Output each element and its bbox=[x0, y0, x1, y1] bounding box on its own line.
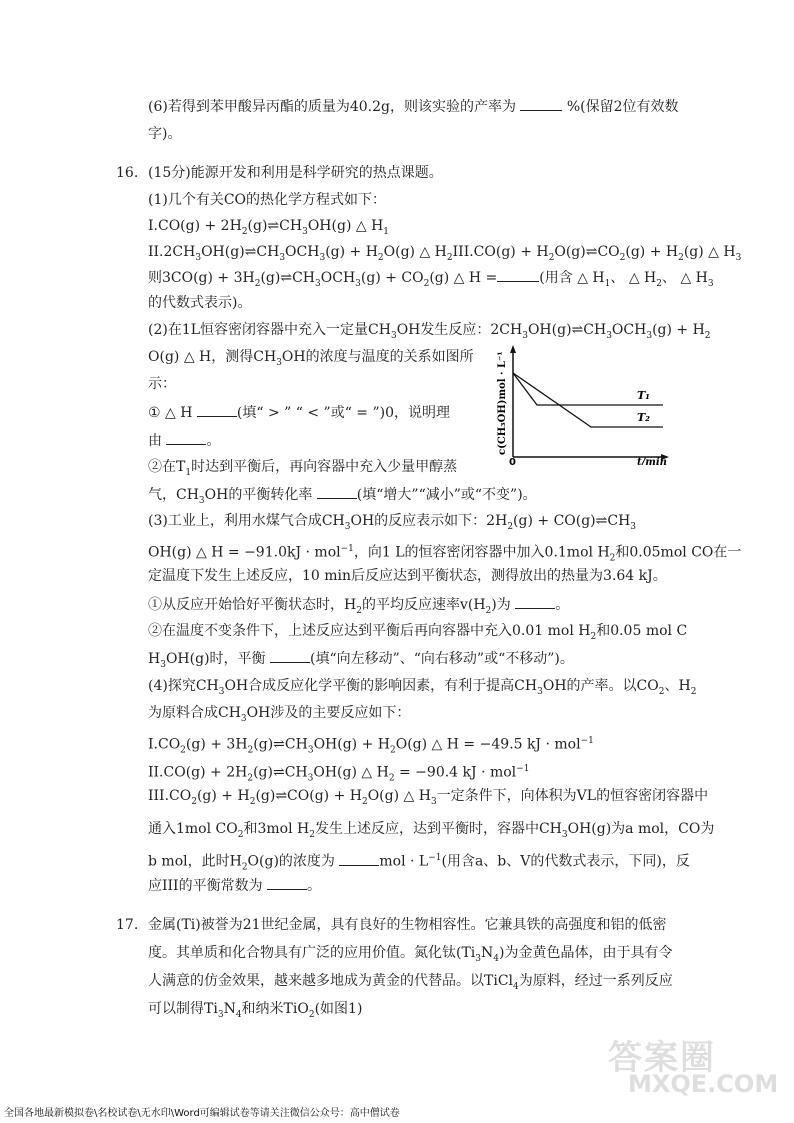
q16-part3-line3: 定温度下发生上述反应，10 min后反应达到平衡状态，测得放出的热量为3.64 kJ。 bbox=[148, 568, 667, 584]
q16-part1: (1)几个有关CO的热化学方程式如下： bbox=[148, 192, 387, 208]
q17-line3: 人满意的仿金效果，越来越多地成为黄金的代替品。以TiCl$_4$为原料，经过一系列反应 bbox=[148, 973, 673, 992]
answer-blank[interactable] bbox=[270, 648, 310, 663]
label-t1: T₁ bbox=[637, 389, 651, 402]
y-axis-arrow bbox=[510, 345, 516, 353]
question-number-16: 16. bbox=[116, 165, 139, 181]
q16-part2-q1-reason: 由 。 bbox=[148, 430, 220, 451]
q16-part4-line1: (4)探究$CH_3OH$合成反应化学平衡的影响因素，有利于提高$CH_3OH$的产率。以$CO_2$、$H_2$ bbox=[148, 678, 697, 697]
answer-blank[interactable] bbox=[497, 267, 539, 282]
q16-part4-line2: 为原料合成$CH_3OH$涉及的主要反应如下： bbox=[148, 705, 411, 724]
origin-label: 0 bbox=[509, 457, 516, 465]
equation-2-3: $II.2CH_3OH(g)\rightleftharpoons CH_3OCH_3(g) + H_2O(g)$ △ $H_2III.CO(g)$ + $H_2O(g)\rightleftharpoons CO_2(g) + H_2(g)$ △ $H_3$ bbox=[148, 244, 742, 263]
page-footer: 全国各地最新模拟卷\名校试卷\无水印\Word可编辑试卷等请关注微信公众号：高中僧试卷 bbox=[4, 1108, 400, 1119]
q16-intro: (15分)能源开发和利用是科学研究的热点课题。 bbox=[148, 165, 443, 181]
q16-part4-line4: b mol，此时$H_2O(g)$的浓度为 mol · $L^{-1}$(用含a、b、V的代数式表示，下同)，反 bbox=[148, 848, 690, 877]
q16-part2-q2: ②在$T_1$时达到平衡后，再向容器中充入少量甲醇蒸 bbox=[148, 459, 458, 478]
q16-part2-line2: O(g) △ H，测得$CH_3OH$的浓度与温度的关系如图所 bbox=[148, 349, 474, 368]
q16-part3-line1: (3)工业上，利用水煤气合成$CH_3OH$的反应表示如下：$2H_2(g)$ + $CO(g)\rightleftharpoons CH_3$ bbox=[148, 513, 637, 532]
q17-line2: 度。其单质和化合物具有广泛的应用价值。氮化钛$(Ti_3N_4)$为金黄色晶体，由于具有令 bbox=[148, 945, 673, 964]
reaction-1: $I.CO_2(g)$ + $3H_2(g)\rightleftharpoons CH_3OH(g) + H_2O(g)$ △ H = −49.5 kJ · mol$^{-1}$ bbox=[148, 736, 594, 756]
q16-part4-line3: 通入1mol $CO_2$和3mol $H_2$发生上述反应，达到平衡时，容器中$CH_3OH(g)$为a mol，CO为 bbox=[148, 821, 715, 840]
watermark-logo: 答案圈 bbox=[608, 1038, 716, 1078]
answer-blank[interactable] bbox=[520, 96, 562, 111]
answer-blank[interactable] bbox=[515, 594, 555, 609]
q17-line4: 可以制得$Ti_3N_4$和纳米TiO$_2$(如图1) bbox=[148, 1001, 363, 1020]
equation-target: 则$3CO(g) + 3H_2(g)\rightleftharpoons CH_3OCH_3(g) + CO_2(g)$ △ H = (用含 △ $H_1$、 △ $H_2$、 △ $H_3$ bbox=[148, 267, 714, 294]
answer-blank[interactable] bbox=[197, 402, 237, 417]
q16-part2-q2b: 气，$CH_3OH$的平衡转化率 (填“增大”“减小”或“不变”)。 bbox=[148, 484, 537, 511]
watermark-url: MXQE.COM bbox=[628, 1070, 779, 1098]
reaction-2: $II.CO(g) + 2H_2(g)\rightleftharpoons CH_3OH(g)$ △ $H_2 = -90.4$ kJ · mol$^{-1}$ bbox=[148, 764, 530, 784]
answer-blank[interactable] bbox=[339, 851, 379, 866]
label-t2: T₂ bbox=[637, 411, 651, 424]
question-number-17: 17. bbox=[116, 917, 139, 933]
q16-part4-line5: 应III的平衡常数为 。 bbox=[148, 875, 321, 896]
q16-part3-line2: OH(g) △ H = −91.0kJ · mol$^{-1}$，向1 L的恒容密闭容器中加入0.1mol $H_2$和0.05mol CO在一 bbox=[148, 544, 742, 564]
q16-part3-q1: ①从反应开始恰好平衡状态时，$H_2$的平均反应速率$v(H_2)$为 。 bbox=[148, 594, 569, 621]
concentration-graph bbox=[487, 345, 672, 465]
q16-part3-q2: ②在温度不变条件下，上述反应达到平衡后再向容器中充入0.01 mol $H_2$和0.05 mol C bbox=[148, 623, 688, 642]
y-axis-label: c(CH₃OH)mol · L⁻¹ bbox=[497, 351, 508, 455]
q15-line2: 字)。 bbox=[148, 126, 182, 142]
q15-line1: (6)若得到苯甲酸异丙酯的质量为40.2g，则该实验的产率为 %(保留2位有效数 bbox=[148, 96, 679, 117]
q16-part2-q1: ① △ H (填“ > ” “ < ”或“ = ”)0，说明理 bbox=[148, 402, 450, 423]
q16-part2-line1: (2)在1L恒容密闭容器中充入一定量$CH_3OH$发生反应：$2CH_3OH(g)\rightleftharpoons CH_3OCH_3(g) + H_2$ bbox=[148, 322, 711, 341]
q16-part3-q2b: $H_3OH(g)$时，平衡 (填“向左移动”、“向右移动”或“不移动”)。 bbox=[148, 648, 574, 675]
q17-line1: 金属(Ti)被誉为21世纪金属，具有良好的生物相容性。它兼具铁的高强度和铝的低密 bbox=[148, 917, 667, 933]
q16-part1-tail: 的代数式表示)。 bbox=[148, 295, 252, 311]
reaction-3: $III.CO_2(g)$ + $H_2(g)\rightleftharpoons CO(g) + H_2O(g)$ △ $H_3$一定条件下，向体积为VL的恒容密闭容器中 bbox=[148, 788, 709, 807]
equation-1: $I.CO(g) + 2H_2(g)\rightleftharpoons CH_3OH(g)$ △ $H_1$ bbox=[148, 218, 390, 237]
q16-part2-line3: 示： bbox=[148, 376, 176, 392]
answer-blank[interactable] bbox=[267, 875, 307, 890]
x-axis-label: t/min bbox=[637, 457, 667, 465]
answer-blank[interactable] bbox=[317, 484, 357, 499]
answer-blank[interactable] bbox=[166, 430, 206, 445]
